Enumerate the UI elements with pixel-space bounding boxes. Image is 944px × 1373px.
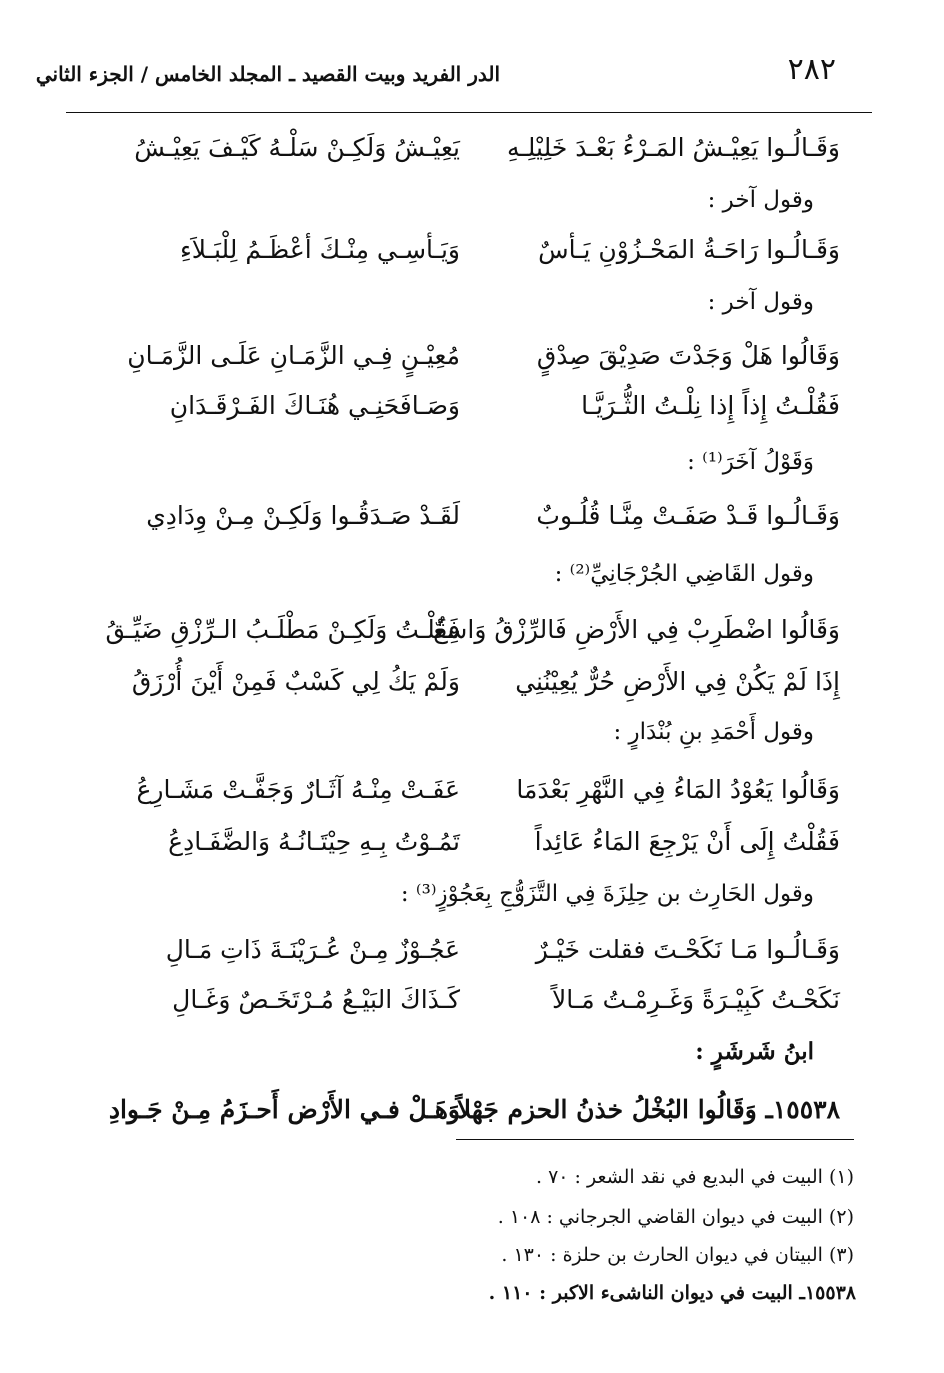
numbered-verse-line xyxy=(80,1090,840,1130)
verse-intro: وقول آخر : xyxy=(707,187,814,213)
verse-second-hemistich: عَجُـوْزٌ مِـنْ عُـرَيْنَـةَ ذَاتِ مَـالِ xyxy=(165,935,460,964)
verse-second-hemistich: وَيَـأسِـي مِنْـكَ أعْظَـمُ لِلْبَـلاَءِ xyxy=(179,235,460,264)
verse-line xyxy=(80,230,840,270)
verse-intro: وقول أَحْمَدِ بنِ بُنْدَارٍ : xyxy=(613,719,814,745)
verse-first-hemistich: وَقَـالُـوا يَعِيْـشُ المَـرْءُ بَعْـدَ خَلِيْلِـهِ xyxy=(507,133,840,162)
verse-line xyxy=(80,336,840,376)
verse-second-hemistich: كَـذَاكَ البَيْـعُ مُـرْتَخَـصٌ وَغَـالِ xyxy=(172,985,460,1014)
verse-second-hemistich: وَهَـلْ فـي الأَرْض أَحـزَمُ مِـنْ جَـوادِ xyxy=(108,1095,460,1124)
verse-first-hemistich: ١٥٥٣٨ـ وَقَالُوا البُخْلُ خذنُ الحزم جَهْلاً xyxy=(456,1095,840,1124)
verse-line xyxy=(80,128,840,168)
verse-first-hemistich: إِذَا لَمْ يَكُنْ فِي الأَرْضِ حُرٌّ يُعِيْنُنِي xyxy=(515,667,840,696)
verse-second-hemistich: وَصَـافَحَنِـي هُنَـاكَ الفَـرْقَـدَانِ xyxy=(169,391,460,420)
page-number: ٢٨٢ xyxy=(787,52,836,87)
verse-first-hemistich: فَقُلْتُ إِلَى أَنْ يَرْجِعَ المَاءُ عَائِداً xyxy=(534,827,840,856)
verse-second-hemistich: عَفَـتْ مِنْـهُ آثَـارٌ وَجَفَّـتْ مَشَـارِعُ xyxy=(136,775,460,804)
header-divider xyxy=(66,112,872,113)
verse-intro: وقول القَاضِي الجُرْجَانِيِّ⁽²⁾ : xyxy=(554,561,814,587)
running-header: الدر الفريد وبيت القصيد ـ المجلد الخامس / الجزء الثاني xyxy=(35,62,500,86)
verse-line xyxy=(80,662,840,702)
verse-first-hemistich: وَقَـالُـوا رَاحَـةُ المَحْـزُوْنِ يَـأسٌ xyxy=(538,235,840,264)
footnote: (٢) البيت في ديوان القاضي الجرجاني : ١٠٨ . xyxy=(497,1206,854,1228)
verse-line xyxy=(80,496,840,536)
verse-first-hemistich: وَقَالُوا اضْطَرِبْ فِي الأَرْضِ فَالرِّزْقُ وَاسِعٌ xyxy=(433,615,840,644)
verse-second-hemistich: مُعِيْـنٍ فِـي الزَّمَـانِ عَلَـى الزَّمَـانِ xyxy=(127,341,460,370)
verse-second-hemistich: تَمُـوْتُ بِـهِ حِيْتَـانُـهُ وَالضَّفَـادِعُ xyxy=(168,827,460,856)
verse-first-hemistich: نَكَحْـتُ كَبِيْـرَةً وَغَـرِمْـتُ مَـالاً xyxy=(552,985,840,1014)
verse-first-hemistich: وَقَـالُـوا مَـا نَكَحْـتَ فقلت خَيْـرٌ xyxy=(535,935,840,964)
poet-name: ابنُ شَرشَرٍ : xyxy=(695,1038,814,1065)
verse-line xyxy=(80,980,840,1020)
verse-line xyxy=(80,770,840,810)
verse-intro: وقول آخر : xyxy=(707,289,814,315)
verse-line xyxy=(80,822,840,862)
verse-second-hemistich: وَلَمْ يَكُ لِي كَسْبٌ فَمِنْ أَيْنَ أُرْزَقُ xyxy=(131,667,460,696)
verse-intro: وَقَوْلُ آخَرَ⁽¹⁾ : xyxy=(687,449,814,475)
footnote: (٣) البيتان في ديوان الحارث بن حلزة : ١٣٠ . xyxy=(501,1244,854,1266)
verse-first-hemistich: وَقَالُوا هَلْ وَجَدْتَ صَدِيْقَ صِدْقٍ xyxy=(536,341,840,370)
verse-line xyxy=(80,930,840,970)
footnote-divider xyxy=(456,1139,854,1140)
verse-line xyxy=(80,610,840,650)
verse-second-hemistich: يَعِيْـشُ وَلَكِـنْ سَلْـهُ كَيْـفَ يَعِيْـشُ xyxy=(134,133,460,162)
verse-first-hemistich: فَقُلْـتُ إِذاً إِذا نِلْـتُ الثُّـرَيَّـا xyxy=(581,391,840,420)
verse-first-hemistich: وَقَـالُـوا قَـدْ صَفَـتْ مِنَّـا قُلُـوبٌ xyxy=(536,501,840,530)
verse-first-hemistich: وَقَالُوا يَعُوْدُ المَاءُ فِي النَّهْرِ بَعْدَمَا xyxy=(516,775,840,804)
verse-line xyxy=(80,386,840,426)
footnote: ١٥٥٣٨ـ البيت في ديوان الناشىء الاكبر : ١١٠ . xyxy=(488,1282,856,1304)
footnote: (١) البيت في البديع في نقد الشعر : ٧٠ . xyxy=(535,1166,854,1188)
verse-intro: وقول الحَارِث بن حِلِزَةَ فِي التَّزَوُّجِ بِعَجُوْزٍ⁽³⁾ : xyxy=(400,881,814,907)
verse-second-hemistich: لَقَـدْ صَـدَقُـوا وَلَكِـنْ مِـنْ وِدَادِي xyxy=(146,501,460,530)
verse-second-hemistich: فَقُلْـتُ وَلَكِـنْ مَطْلَـبُ الـرِّزْقِ ضَيِّـقُ xyxy=(105,615,460,644)
